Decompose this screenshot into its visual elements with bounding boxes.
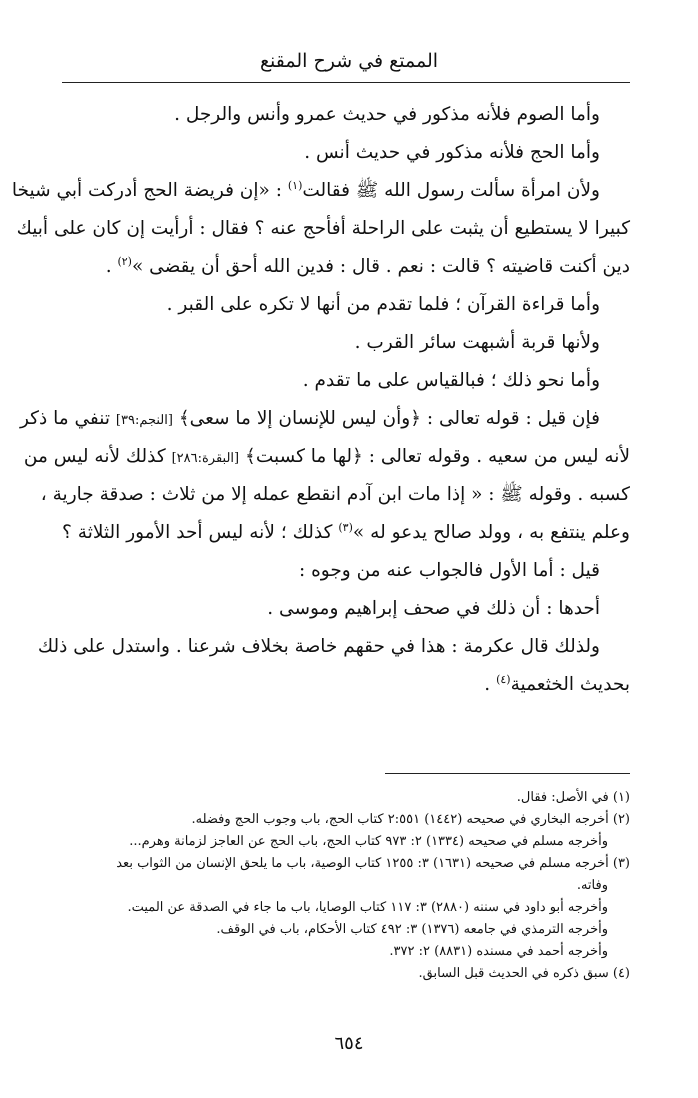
footnote-line: وأخرجه مسلم في صحيحه (١٣٣٤) ٢: ٩٧٣ كتاب الحج، باب الحج عن العاجز لزمانة وهرم... [129, 834, 608, 849]
footnote-ref: (١) [287, 178, 303, 192]
footnote-line: وفاته. [576, 878, 608, 893]
text-line: أحدها : أن ذلك في صحف إبراهيم وموسى . [267, 598, 600, 619]
text-line: بحديث الخثعمية$^{(٤)}$ . [484, 672, 630, 695]
text-line: كبيرا لا يستطيع أن يثبت على الراحلة أفأحج عنه ؟ فقال : أرأيت إن كان على أبيك [16, 218, 630, 239]
text-line: ولأنها قربة أشبهت سائر القرب . [354, 332, 600, 353]
footnote-line: (١) في الأصل: فقال. [516, 790, 630, 805]
footnotes [62, 787, 630, 985]
header-rule [62, 82, 630, 83]
footnote-rule [385, 773, 630, 774]
text-line: لأنه ليس من سعيه . وقوله تعالى : ﴿لها ما كسبت﴾ [البقرة:٢٨٦] كذلك لأنه ليس من [23, 446, 630, 467]
main-text [11, 96, 630, 704]
page-number: ٦٥٤ [334, 1033, 364, 1054]
footnote-line: وأخرجه أبو داود في سننه (٢٨٨٠) ٣: ١١٧ كتاب الوصايا، باب ما جاء في الصدقة عن الميت. [127, 900, 608, 915]
verse-reference: [البقرة:٢٨٦] [171, 451, 240, 466]
text-line: دين أكنت قاضيته ؟ قالت : نعم . قال : فدين الله أحق أن يقضى »$^{(٢)}$ . [105, 254, 630, 277]
text-line: ولأن امرأة سألت رسول الله ﷺ فقالت$^{(١)}$ : «إن فريضة الحج أدركت أبي شيخا [11, 178, 600, 201]
text-line: وأما نحو ذلك ؛ فبالقياس على ما تقدم . [302, 370, 600, 391]
footnote-ref: (٣) [338, 520, 353, 534]
page-header-title: الممتع في شرح المقنع [259, 50, 439, 72]
footnote-line: (٣) أخرجه مسلم في صحيحه (١٦٣١) ٣: ١٢٥٥ كتاب الوصية، باب ما يلحق الإنسان من الثواب بعد [116, 856, 630, 871]
footnote-line: (٢) أخرجه البخاري في صحيحه (١٤٤٢) ٢:٥٥١ كتاب الحج، باب وجوب الحج وفضله. [191, 812, 630, 827]
footnote-ref: (٤) [496, 672, 511, 686]
text-line: وأما قراءة القرآن ؛ فلما تقدم من أنها لا تكره على القبر . [166, 294, 600, 315]
verse-reference: [النجم:٣٩] [115, 413, 173, 428]
text-line: قيل : أما الأول فالجواب عنه من وجوه : [298, 560, 600, 581]
text-line: فإن قيل : قوله تعالى : ﴿وأن ليس للإنسان إلا ما سعى﴾ [النجم:٣٩] تنفي ما ذكر [19, 408, 600, 429]
text-line: وعلم ينتفع به ، وولد صالح يدعو له »$^{(٣)}$ كذلك ؛ لأنه ليس أحد الأمور الثلاثة ؟ [62, 520, 630, 543]
text-line: وأما الحج فلأنه مذكور في حديث أنس . [304, 142, 600, 163]
footnote-line: وأخرجه الترمذي في جامعه (١٣٧٦) ٣: ٤٩٢ كتاب الأحكام، باب في الوقف. [216, 922, 608, 937]
footnote-line: وأخرجه أحمد في مسنده (٨٨٣١) ٢: ٣٧٢. [389, 944, 608, 959]
footnote-ref: (٢) [117, 254, 132, 268]
text-line: كسبه . وقوله ﷺ : « إذا مات ابن آدم انقطع عمله إلا من ثلاث : صدقة جارية ، [40, 484, 630, 505]
text-line: وأما الصوم فلأنه مذكور في حديث عمرو وأنس والرجل . [174, 104, 600, 125]
footnote-line: (٤) سبق ذكره في الحديث قبل السابق. [418, 966, 630, 981]
text-line: ولذلك قال عكرمة : هذا في حقهم خاصة بخلاف شرعنا . واستدل على ذلك [37, 636, 600, 657]
